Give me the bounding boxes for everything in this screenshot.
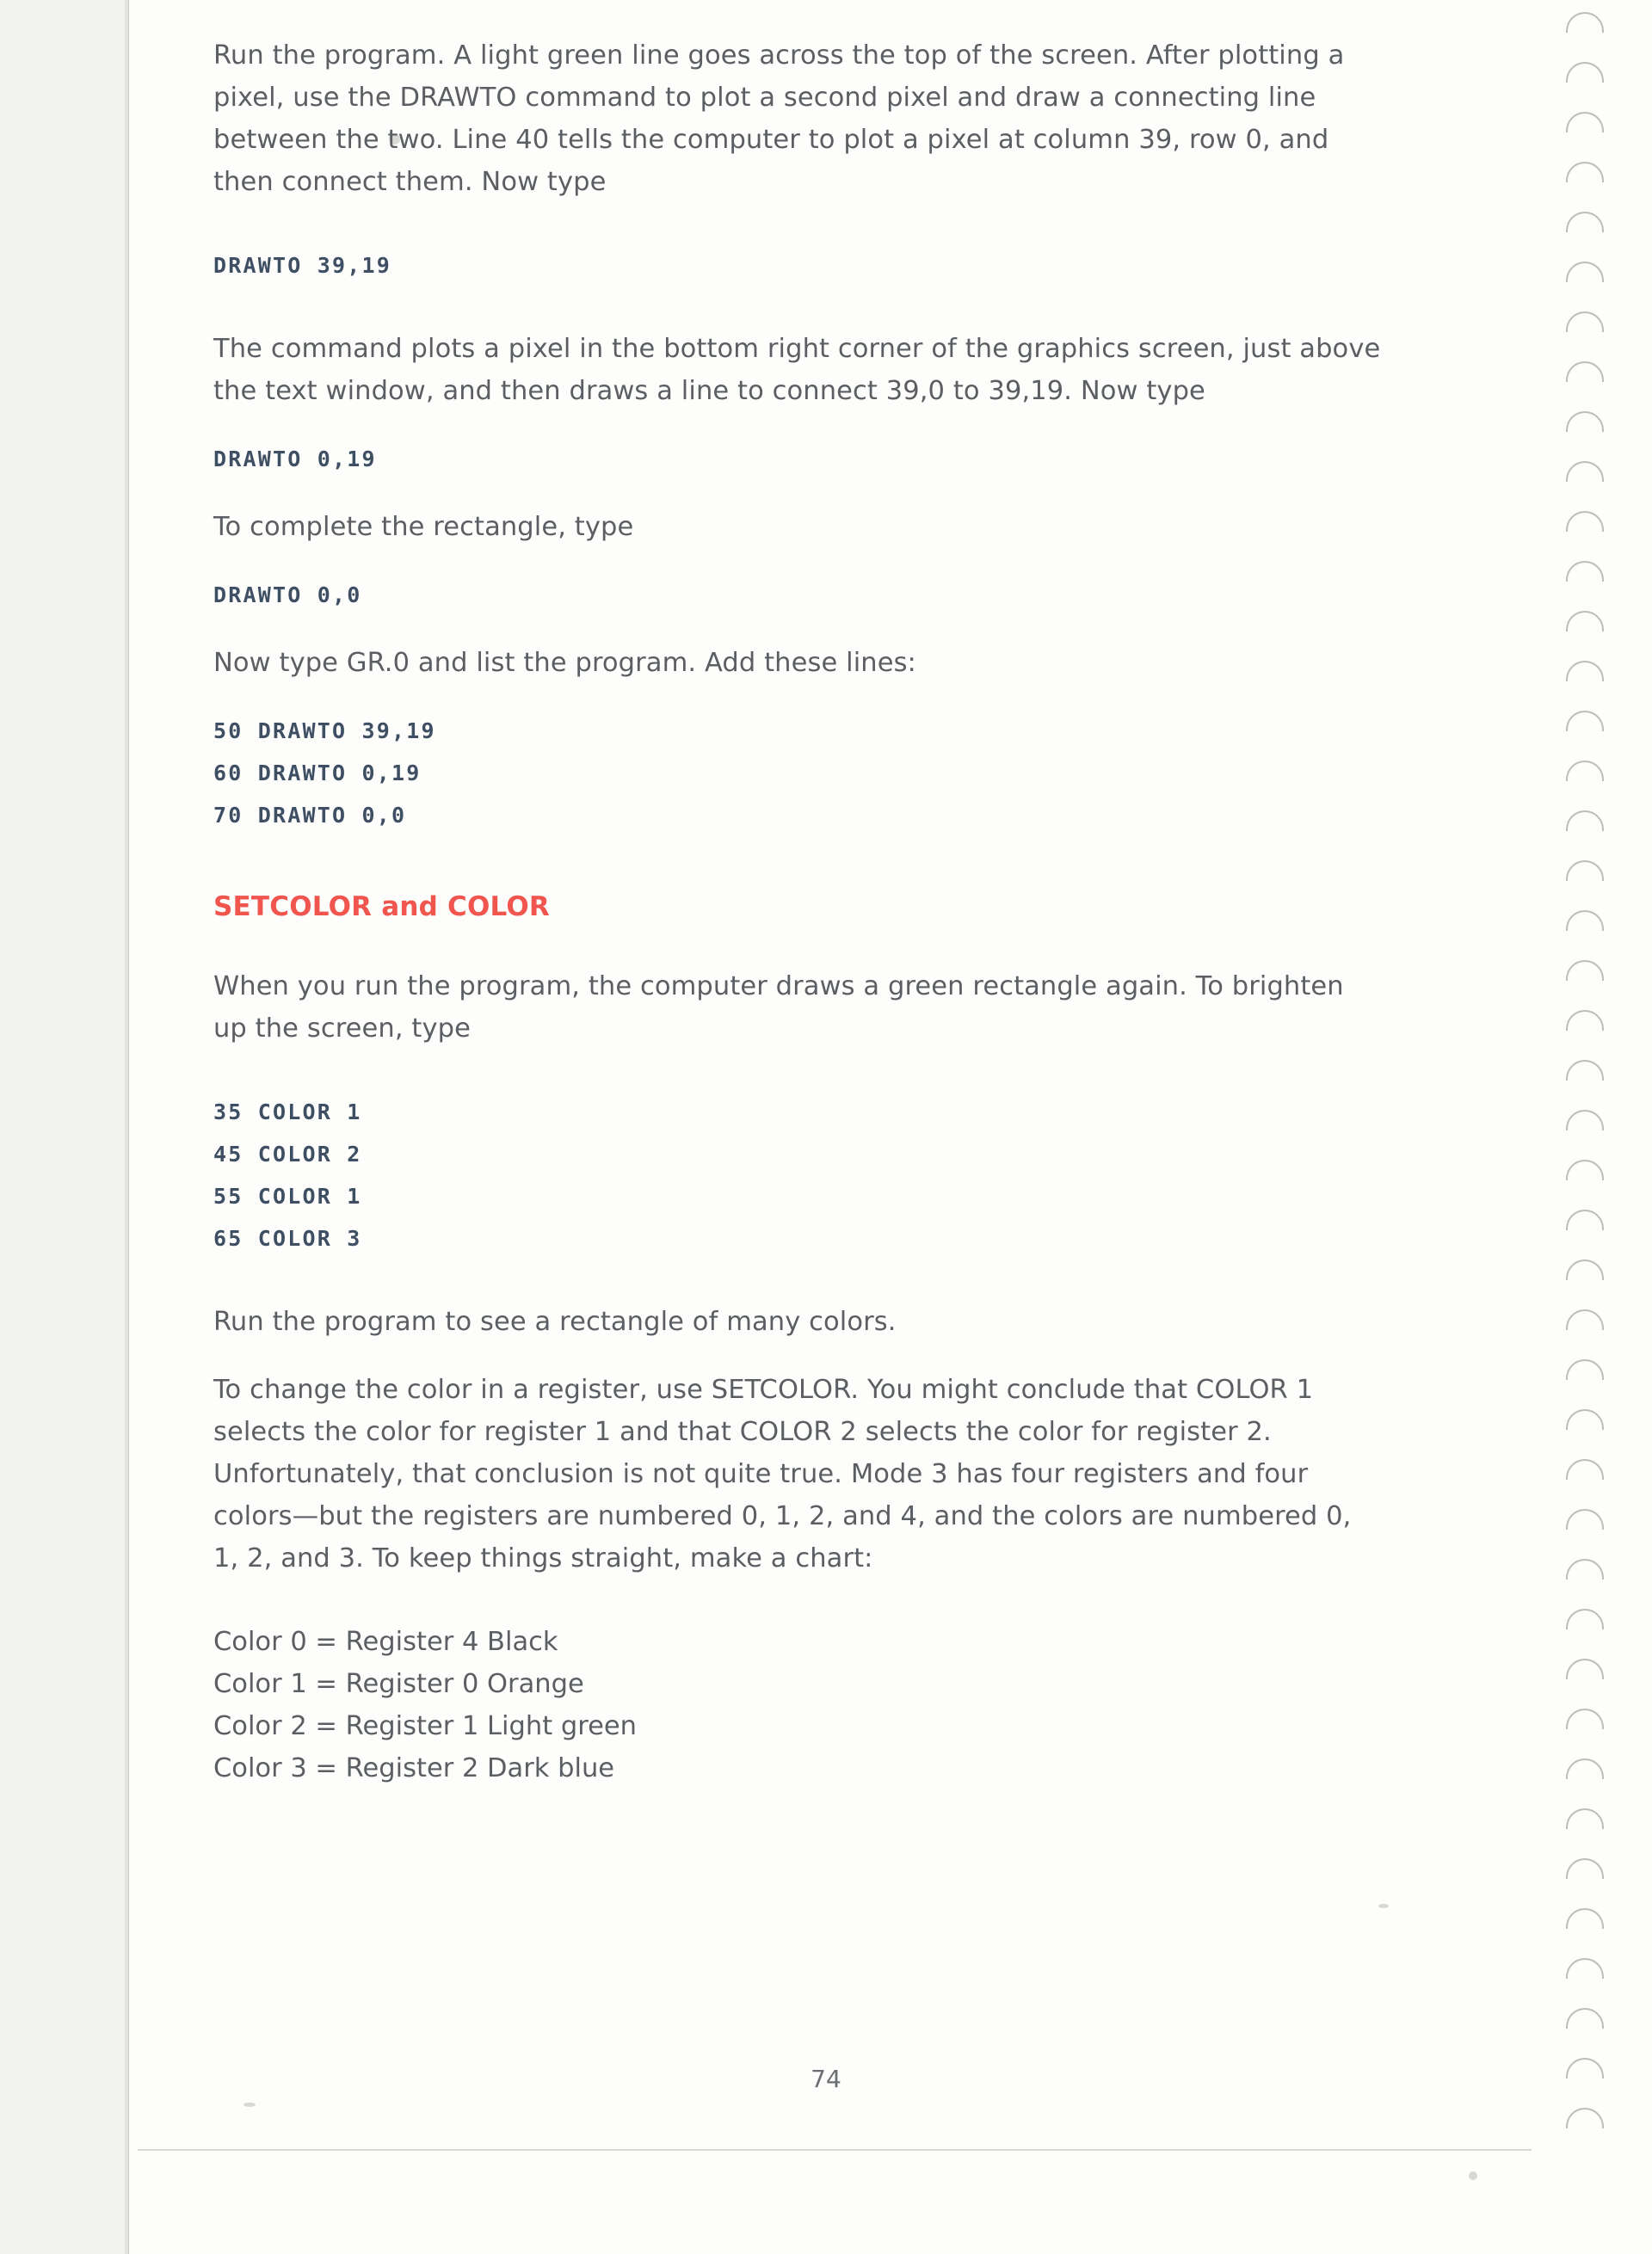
chart-row: Color 2 = Register 1 Light green: [213, 1711, 637, 1741]
paragraph-command-plots: The command plots a pixel in the bottom right corner of the graphics screen, just above the text window, and then draws a line to connect 39,0 to 39,19. Now type: [213, 334, 1381, 406]
code-line: 50 DRAWTO 39,19: [213, 718, 436, 743]
color-register-chart: [213, 1621, 1384, 1789]
code-listing-color: [213, 1091, 1384, 1259]
page-number: 74: [811, 2065, 841, 2093]
code-line: 65 COLOR 3: [213, 1226, 362, 1251]
paragraph-complete-rectangle: To complete the rectangle, type: [213, 512, 634, 542]
paragraph-intro: Run the program. A light green line goes across the top of the screen. After plotting a pixel, use the DRAWTO command to plot a second pixel and draw a connecting line between the two. Line 40 tells the computer to plot a pixel at column 39, row 0, and then connect them. Now type: [213, 40, 1345, 197]
section-heading-setcolor-and-color: SETCOLOR and COLOR: [213, 891, 550, 922]
code-drawto-0-0: DRAWTO 0,0: [213, 582, 362, 607]
scan-speck: [1469, 2171, 1477, 2180]
chart-row: Color 0 = Register 4 Black: [213, 1627, 558, 1657]
code-drawto-39-19: DRAWTO 39,19: [213, 253, 392, 278]
paragraph-registers-explained: To change the color in a register, use SETCOLOR. You might conclude that COLOR 1 selects the color for register 1 and that COLOR 2 selects the color for register 2. Unfortunately, that conclusion is not quite true. Mode 3 has four registers and four colors—but the registers are numbered 0, 1, 2, and 4, and the colors are numbered 0, 1, 2, and 3. To keep things straight, make a chart:: [213, 1375, 1352, 1573]
code-drawto-0-19: DRAWTO 0,19: [213, 446, 377, 471]
spiral-binding: [1523, 0, 1652, 2254]
chart-row: Color 3 = Register 2 Dark blue: [213, 1753, 615, 1783]
page-left-gutter-shadow: [125, 0, 128, 2254]
code-line: 45 COLOR 2: [213, 1142, 362, 1167]
document-body: [213, 34, 1384, 1789]
chart-row: Color 1 = Register 0 Orange: [213, 1669, 584, 1699]
page-left-gutter: [0, 0, 129, 2254]
code-line: 35 COLOR 1: [213, 1099, 362, 1124]
code-line: 60 DRAWTO 0,19: [213, 761, 422, 785]
scan-speck: [1378, 1904, 1389, 1908]
scan-speck: [243, 2103, 256, 2107]
code-line: 55 COLOR 1: [213, 1184, 362, 1209]
paragraph-green-rectangle: When you run the program, the computer draws a green rectangle again. To brighten up the screen, type: [213, 971, 1344, 1044]
paragraph-add-lines: Now type GR.0 and list the program. Add these lines:: [213, 648, 916, 678]
code-listing-drawto: [213, 710, 1384, 836]
code-line: 70 DRAWTO 0,0: [213, 803, 407, 828]
paragraph-run-many-colors: Run the program to see a rectangle of many colors.: [213, 1307, 897, 1337]
page-bottom-rule: [138, 2149, 1532, 2151]
